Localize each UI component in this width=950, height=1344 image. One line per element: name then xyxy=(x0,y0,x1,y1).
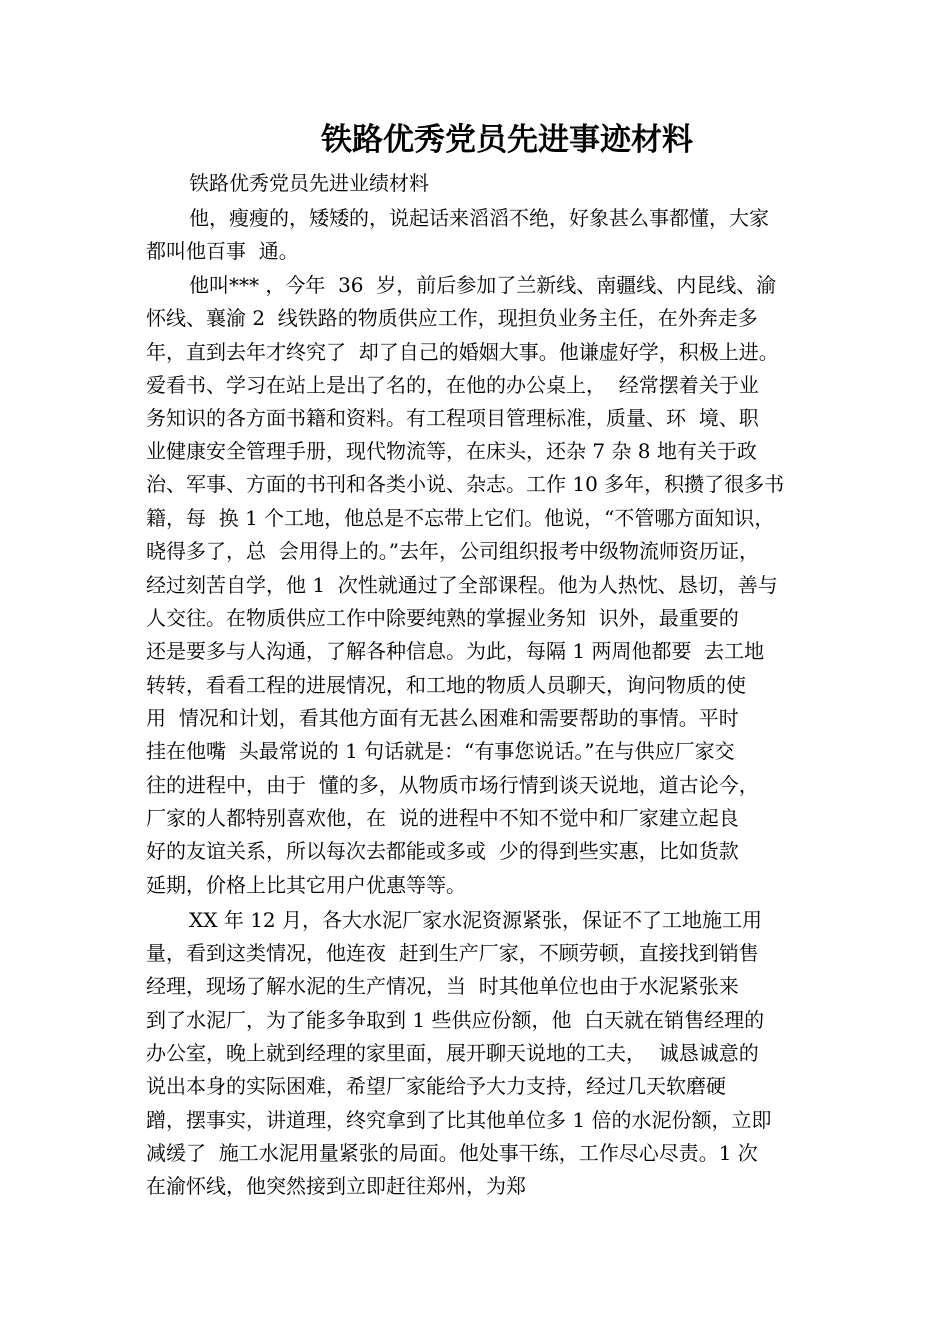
paragraph-line: 延期，价格上比其它用户优惠等等。 xyxy=(146,873,466,897)
paragraph-line: 经理，现场了解水泥的生产情况，当 时其他单位也由于水泥紧张来 xyxy=(146,974,739,998)
paragraph-line: 晓得多了，总 会用得上的。”去年，公司组织报考中级物流师资历证， xyxy=(146,539,759,563)
paragraph-line: XX 年 12 月，各大水泥厂家水泥资源紧张，保证不了工地施工用 xyxy=(189,908,762,932)
paragraph-line: 务知识的各方面书籍和资料。有工程项目管理标准，质量、环 境、职 xyxy=(146,406,759,430)
paragraph-line: 办公室，晚上就到经理的家里面，展开聊天说地的工夫， 诚恳诚意的 xyxy=(146,1041,759,1065)
subtitle-line: 铁路优秀党员先进业绩材料 xyxy=(189,171,429,195)
paragraph-line: 业健康安全管理手册，现代物流等，在床头，还杂 7 杂 8 地有关于政 xyxy=(146,439,757,463)
paragraph-line: 经过刻苦自学，他 1 次性就通过了全部课程。他为人热忱、恳切，善与 xyxy=(146,573,778,597)
paragraph-line: 人交往。在物质供应工作中除要纯熟的掌握业务知 识外，最重要的 xyxy=(146,606,739,630)
paragraph-line: 怀线、襄渝 2 线铁路的物质供应工作，现担负业务主任，在外奔走多 xyxy=(146,306,758,330)
paragraph-line: 都叫他百事 通。 xyxy=(146,239,299,263)
paragraph-line: 还是要多与人沟通，了解各种信息。为此，每隔 1 两周他都要 去工地 xyxy=(146,639,765,663)
paragraph-line: 他叫*** ，今年 36 岁，前后参加了兰新线、南疆线、内昆线、渝 xyxy=(189,273,777,297)
paragraph-line: 籍，每 换 1 个工地，他总是不忘带上它们。他说，“不管哪方面知识， xyxy=(146,506,775,530)
paragraph-line: 他，瘦瘦的，矮矮的，说起话来滔滔不绝，好象甚么事都懂，大家 xyxy=(189,206,769,230)
paragraph-line: 蹭，摆事实，讲道理，终究拿到了比其他单位多 1 倍的水泥份额，立即 xyxy=(146,1108,772,1132)
paragraph-line: 好的友谊关系，所以每次去都能或多或 少的得到些实惠，比如货款 xyxy=(146,839,739,863)
paragraph-line: 用 情况和计划，看其他方面有无甚么困难和需要帮助的事情。平时 xyxy=(146,706,739,730)
paragraph-line: 厂家的人都特别喜欢他，在 说的进程中不知不觉中和厂家建立起良 xyxy=(146,806,739,830)
paragraph-line: 往的进程中，由于 懂的多，从物质市场行情到谈天说地，道古论今， xyxy=(146,773,759,797)
paragraph-line: 年，直到去年才终究了 却了自己的婚姻大事。他谦虚好学，积极上进。 xyxy=(146,340,779,364)
paragraph-line: 治、军事、方面的书刊和各类小说、杂志。工作 10 多年，积攒了很多书 xyxy=(146,472,785,496)
paragraph-line: 到了水泥厂，为了能多争取到 1 些供应份额，他 白天就在销售经理的 xyxy=(146,1008,765,1032)
paragraph-line: 挂在他嘴 头最常说的 1 句话就是：“有事您说话。”在与供应厂家交 xyxy=(146,739,735,763)
paragraph-line: 说出本身的实际困难，希望厂家能给予大力支持，经过几天软磨硬 xyxy=(146,1074,726,1098)
paragraph-line: 在渝怀线，他突然接到立即赶往郑州，为郑 xyxy=(146,1174,526,1198)
paragraph-line: 量，看到这类情况，他连夜 赶到生产厂家，不顾劳顿，直接找到销售 xyxy=(146,941,759,965)
paragraph-line: 减缓了 施工水泥用量紧张的局面。他处事干练，工作尽心尽责。1 次 xyxy=(146,1141,758,1165)
document-title: 铁路优秀党员先进事迹材料 xyxy=(321,122,693,158)
paragraph-line: 爱看书、学习在站上是出了名的，在他的办公桌上， 经常摆着关于业 xyxy=(146,373,759,397)
paragraph-line: 转转，看看工程的进展情况，和工地的物质人员聊天，询问物质的使 xyxy=(146,673,746,697)
